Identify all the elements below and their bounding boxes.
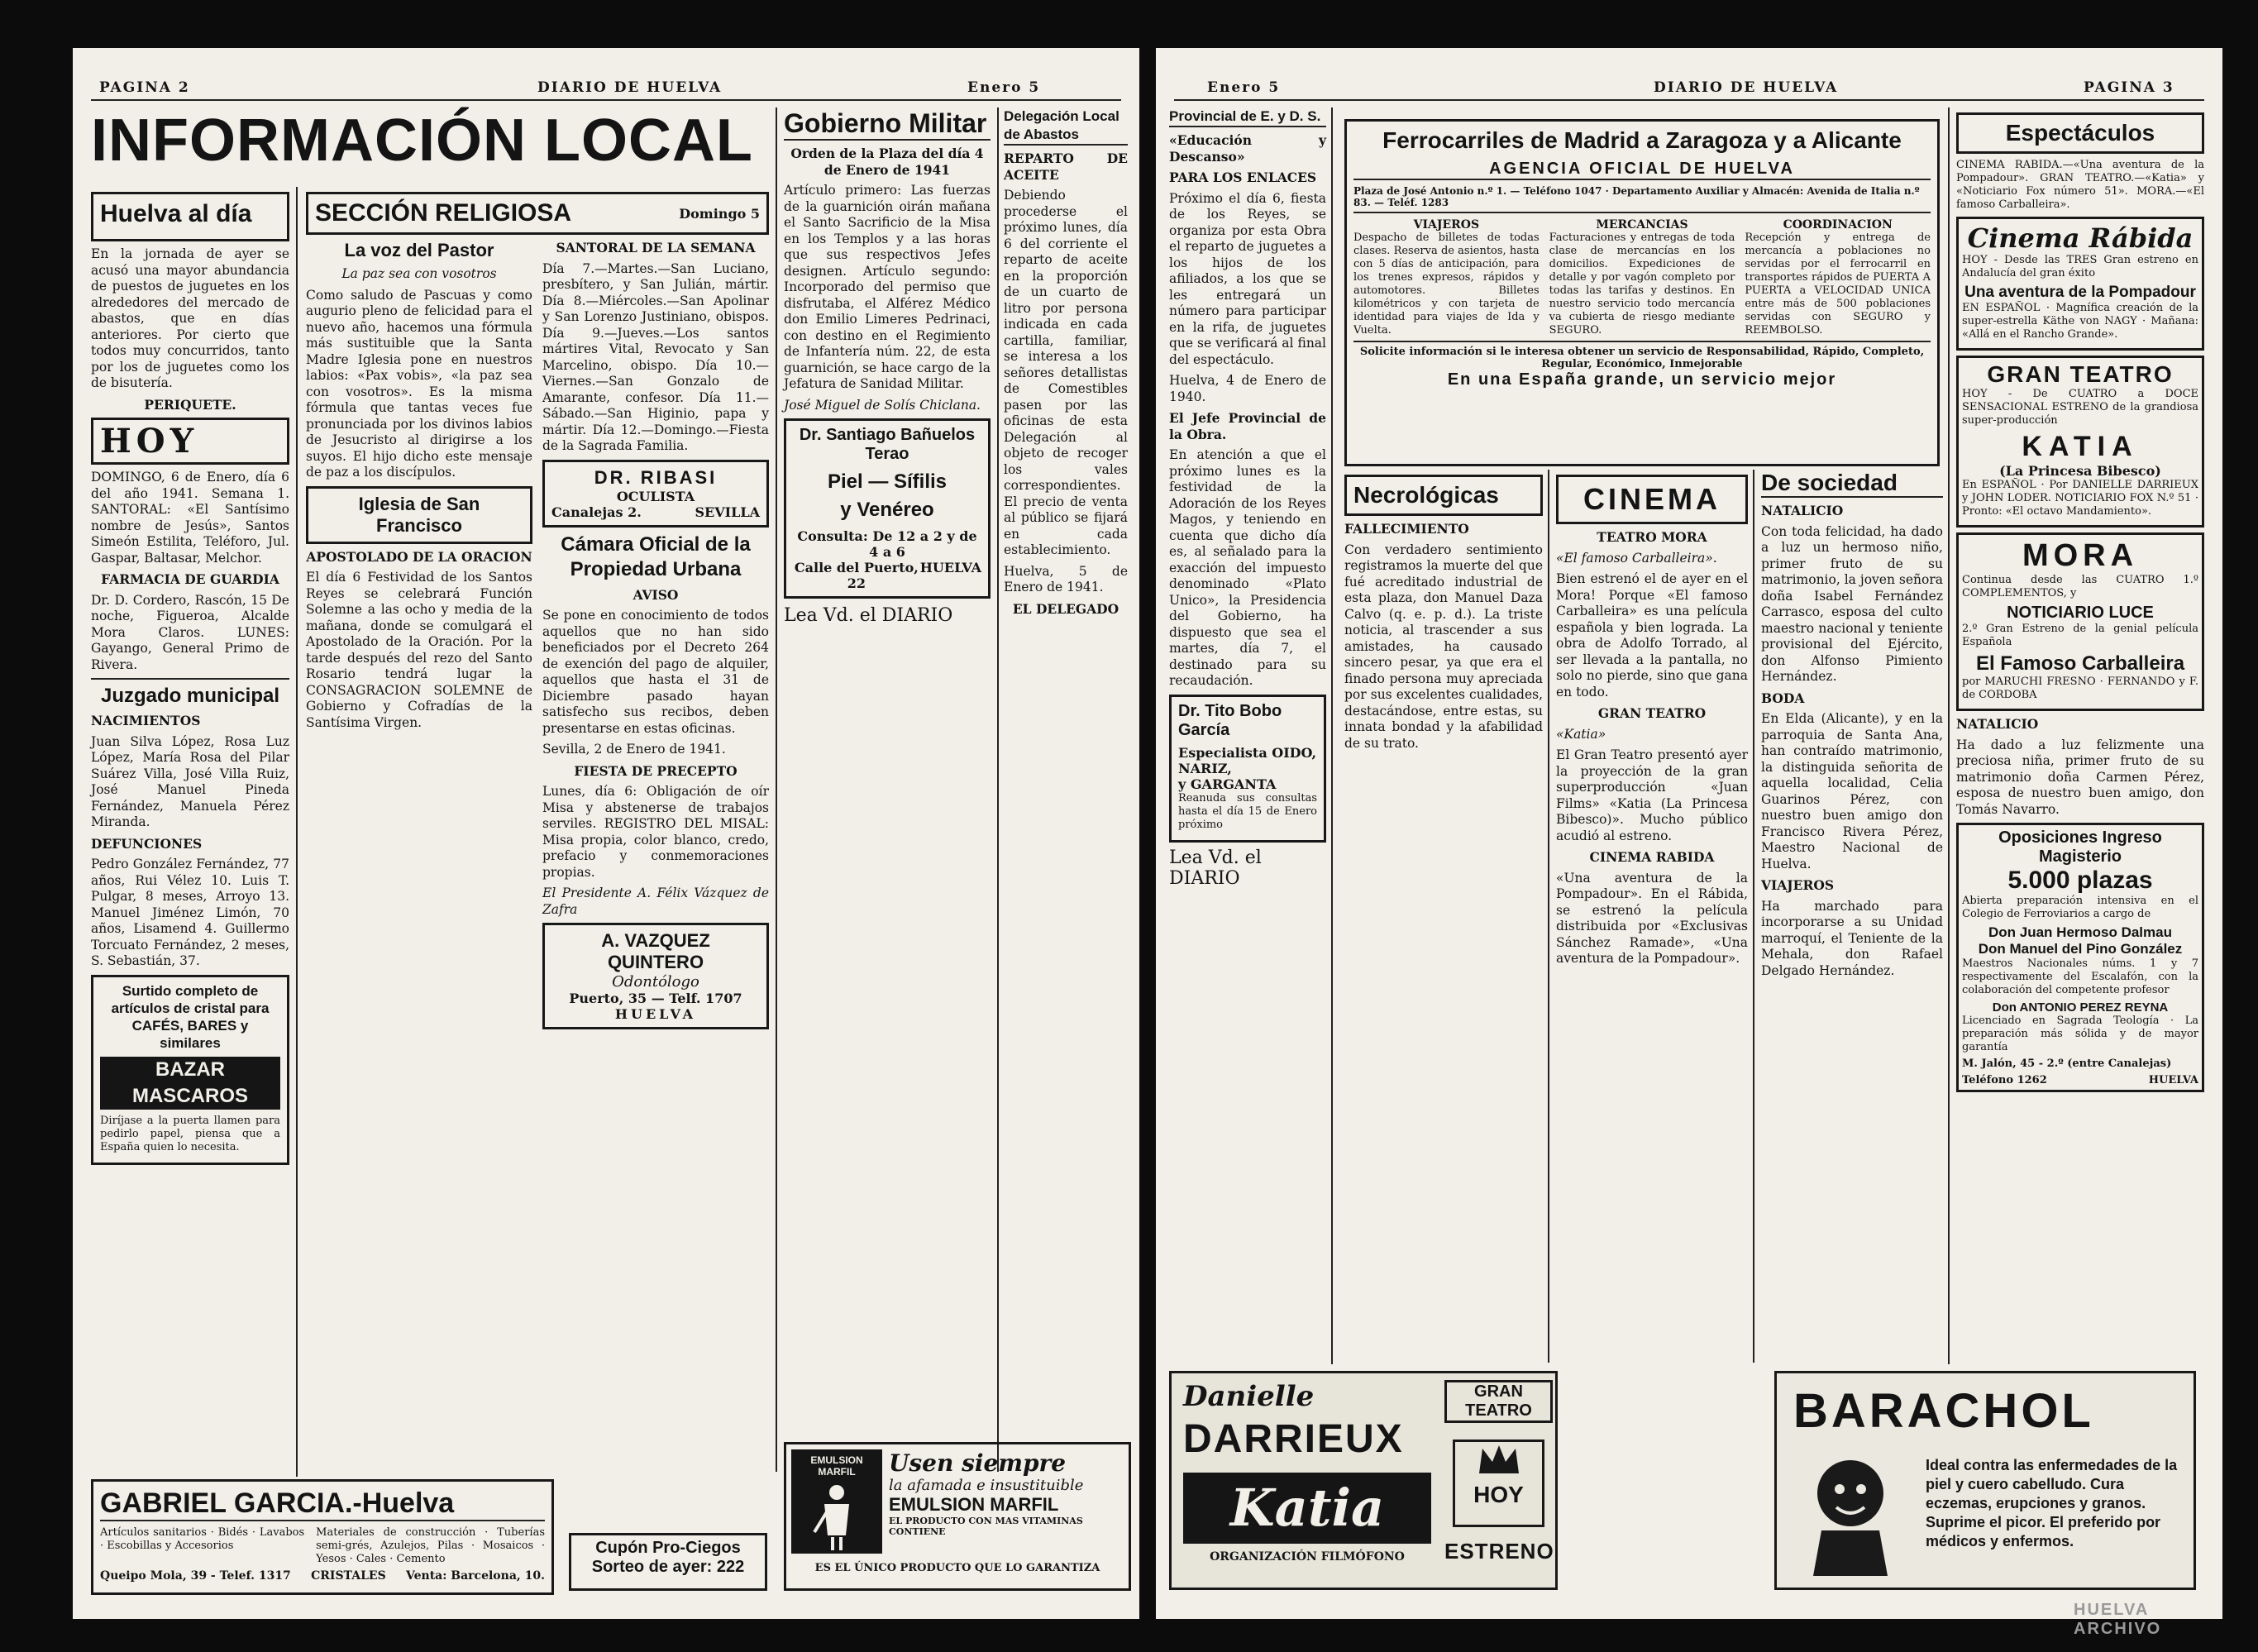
column-rule [1753, 470, 1754, 1363]
article-date: Huelva, 5 de Enero de 1941. [1004, 563, 1128, 594]
article-body: Pedro González Fernández, 77 años, Rui Vélez 10. Luis T. Pulgar, 8 meses, Arroyo 13. Manuel Jiménez Limón, 70 años, Lisamend 4. Guillermo Torcuato Fernández, 2 meses, S. Sebastián, 37. [91, 857, 289, 968]
archive-watermark: HUELVA ARCHIVO [2074, 1601, 2162, 1638]
ad-line: y Venéreo [840, 499, 934, 521]
crown-icon [1474, 1442, 1524, 1478]
ad-phone: Teléfono 1262 [1962, 1074, 2047, 1086]
hoy-box [91, 418, 289, 465]
read-diario-line: Lea Vd. el DIARIO [784, 605, 953, 626]
issue-date: Enero 5 [967, 79, 1041, 96]
article-title: Provincial de E. y D. S. [1169, 107, 1326, 127]
article-body: Ha dado a luz felizmente una preciosa niña, primer fruto de su matrimonio doña Carmen Pérez, esposa de nuestro buen amigo, don Tomás Navarro. [1956, 737, 2204, 817]
ad-address: Plaza de José Antonio n.º 1. — Teléfono 1047 · Departamento Auxiliar y Almacén: Avenida de Italia n.º 83. — Teléf. 1283 [1353, 185, 1931, 213]
column-rule [776, 107, 777, 1472]
ad-role: OCULISTA [616, 488, 695, 504]
ad-katia-banner [1169, 1371, 1558, 1590]
article-subtitle: APOSTOLADO DE LA ORACION [306, 548, 532, 565]
sociedad-column [1761, 470, 1943, 1363]
column-rule [1331, 107, 1333, 1364]
espectaculos-heading [1956, 112, 2204, 154]
article-subtitle: PARA LOS ENLACES [1169, 169, 1317, 185]
ad-role: Odontólogo [612, 973, 699, 991]
column-rule [1948, 107, 1950, 1364]
subheading: BODA [1761, 690, 1805, 706]
ad-subtitle: AGENCIA OFICIAL DE HUELVA [1353, 160, 1931, 180]
iglesia-heading [306, 486, 532, 544]
subheading: FALLECIMIENTO [1344, 521, 1469, 537]
article-title: Iglesia de San Francisco [358, 493, 480, 536]
article-body: Juan Silva López, Rosa Luz López, María Rosa del Pilar Suárez Villa, José Villa Ruiz, José Manuel Pineda Fernández, Manuela Pérez Miranda. [91, 733, 289, 829]
main-title: INFORMACIÓN LOCAL [91, 107, 753, 174]
ad-gran-teatro [1956, 356, 2204, 528]
ad-name: DR. RIBASI [594, 466, 718, 488]
article-subtitle: La paz sea con vosotros [341, 266, 497, 281]
article-body: Como saludo de Pascuas y como augurio pleno de felicidad para el nuevo año, hacemos una fórmula más sustituible que la Santa Madre Iglesia pone en nuestros labios: «Pax vobis», «la paz sea con vosotros». Es la misma fórmula que tantas veces fue pronunciada por los divinos labios de Jesucristo al dirigirse a los suyos. El hijo dicho este mensaje de paz a los discípulos. [306, 287, 532, 480]
actress-surname: DARRIEUX [1183, 1417, 1404, 1461]
article-date: Huelva, 4 de Enero de 1940. [1169, 373, 1326, 404]
column-rule [296, 187, 298, 1477]
ad-text: Surtido completo de artículos de cristal para CAFÉS, BARES y similares [111, 982, 270, 1051]
cinema-name: GRAN TEATRO [1987, 361, 2174, 387]
cinema-name: MORA [2022, 538, 2139, 573]
product-logo [791, 1449, 882, 1554]
article-body: Se pone en conocimiento de todos aquellos que no han sido beneficiados por el Decreto 264 de exención del pago de alquiler, aquellos que hasta el 31 de Diciembre pasado hayan satisfecho sus recibos, deben presentarse en estas oficinas. [542, 608, 769, 736]
ad-cinema-rabida [1956, 217, 2204, 351]
ad-slogan: En una España grande, un servicio mejor [1447, 370, 1837, 389]
ad-line: Especialista OIDO, NARIZ, [1178, 744, 1317, 776]
read-diario-line: Lea Vd. el DIARIO [1169, 847, 1262, 889]
religious-section-header [306, 192, 769, 235]
film-title: El Famoso Carballeira [1975, 652, 2185, 675]
signature: El Presidente A. Félix Vázquez de Zafra [542, 886, 769, 917]
newsreel-title: NOTICIARIO LUCE [2007, 604, 2154, 622]
ad-city: HUELVA [614, 1006, 697, 1022]
article-body: Debiendo procederse el próximo lunes, día 6 del corriente el reparto de aceite en la proporción de un cuarto de litro por persona indicada en cada cartilla, familiar, se interesa a los señores detallistas de Comestibles pasen por las oficinas de esta Delegación al objeto de recoger los vales correspondientes. El precio de venta al público se fijará en cada establecimiento. [1004, 188, 1128, 557]
column-1 [91, 187, 289, 1468]
ad-city: HUELVA [919, 560, 981, 575]
left-page-header [91, 79, 1121, 101]
ad-oposiciones [1956, 823, 2204, 1092]
ad-gabriel-garcia [91, 1479, 554, 1595]
ad-bazar-mascaros [91, 975, 289, 1165]
left-page [73, 48, 1139, 1619]
page-number: PAGINA 3 [2084, 79, 2174, 96]
ad-text: Diríjase a la puerta llamen para pedirlo papel, piensa que a España quien lo necesita. [100, 1114, 280, 1153]
ad-name: Dr. Santiago Bañuelos Terao [799, 426, 976, 463]
article-title: Delegación Local de Abastos [1004, 107, 1128, 146]
ad-teatro-mora [1956, 532, 2204, 711]
column-rule [997, 107, 999, 1472]
ad-dr-ribasi [542, 460, 769, 528]
distributor: ORGANIZACIÓN FILMÓFONO [1210, 1550, 1405, 1564]
section-title: SECCIÓN RELIGIOSA [315, 199, 572, 227]
ad-footer: Solicite información si le interesa obtener un servicio de Responsabilidad, Rápido, Completo, Regular, Económico, Inmejorable [1353, 341, 1931, 370]
ad-barachol [1774, 1371, 2196, 1590]
ad-column-title: VIAJEROS [1413, 218, 1480, 232]
ad-brand: CRISTALES [311, 1569, 386, 1583]
subheading: FIESTA DE PRECEPTO [574, 762, 738, 779]
ad-name: Dr. Tito Bobo García [1178, 701, 1282, 739]
necrologicas-heading [1344, 475, 1543, 516]
ad-text: Ideal contra las enfermedades de la piel y cuero cabelludo. Cura eczemas, erupciones y granos. Suprime el picor. El preferido por médicos y enfermos. [1926, 1457, 2178, 1549]
right-page-header [1174, 79, 2204, 101]
child-illustration-icon [1788, 1448, 1912, 1580]
article-body: Con toda felicidad, ha dado a luz un hermoso niño, primer fruto de su matrimonio, la joven señora doña Isabel Fernández Carrasco, esposa del culto maestro nacional y teniente provisional del Ejército, don Alfonso Pimiento Hernández. [1761, 523, 1943, 684]
cinema-text: 2.º Gran Estreno de la genial película Española [1962, 623, 2198, 648]
cinema-text: Continua desde las CUATRO 1.º COMPLEMENTOS, y [1962, 574, 2198, 599]
section-title: CINEMA [1583, 482, 1721, 516]
cinema-heading [1556, 475, 1748, 524]
article-subtitle: REPARTO DE ACEITE [1004, 150, 1128, 183]
subheading: VIAJEROS [1761, 877, 1835, 893]
subheading: DEFUNCIONES [91, 835, 203, 852]
ad-address: Calle del Puerto, 22 [794, 560, 919, 591]
ad-ferrocarriles [1344, 119, 1940, 466]
signature: EL DELEGADO [1012, 600, 1119, 617]
ad-address: Queipo Mola, 39 - Telef. 1317 [100, 1569, 291, 1583]
actress-name: Danielle [1183, 1380, 1315, 1413]
newspaper-name: DIARIO DE HUELVA [537, 79, 723, 96]
cinema-text: por MARUCHI FRESNO · FERNANDO y F. de CORDOBA [1962, 676, 2198, 701]
subheading: SANTORAL DE LA SEMANA [556, 240, 756, 255]
hoy-title: HOY [100, 422, 199, 461]
section-date: Domingo 5 [679, 205, 760, 222]
section-title: Necrológicas [1353, 482, 1499, 508]
article-title: Cámara Oficial de la Propiedad Urbana [561, 532, 751, 580]
ad-text: Licenciado en Sagrada Teología · La preparación más sólida y de mayor garantía [1962, 1015, 2198, 1053]
film-title: Una aventura de la Pompadour [1964, 284, 2196, 301]
ad-line: Piel — Sífilis [827, 470, 948, 493]
cinema-text: EN ESPAÑOL · Magnífica creación de la super-estrella Käthe von NAGY · Mañana: «Allá en el Rancho Grande». [1962, 302, 2198, 341]
article-body: En la jornada de ayer se acusó una mayor abundancia de puestos de juguetes en los alrededores del mercado de abastos, que en días anteriores. Por cierto que todos muy concurridos, tanto por los de juguetes como los de bisutería. [91, 246, 289, 390]
cinema-name: Cinema Rábida [1967, 222, 2194, 254]
ad-text: Materiales de construcción · Tuberías semi-grés, Azulejos, Pilas · Mosaicos · Yesos · Cales · Cemento [316, 1526, 545, 1565]
subheading: NATALICIO [1956, 716, 2039, 732]
article-subtitle: «Educación y Descanso» [1169, 132, 1326, 165]
ad-name: Don Manuel del Pino González [1978, 941, 2183, 957]
article-body: Día 7.—Martes.—San Luciano, presbítero, y San Julián, mártir. Día 8.—Miércoles.—San Apolinar y San Lorenzo Justiniano, obispos. Día 9.—Jueves.—Los santos mártires Vital, Revocato y San Marcelino, obispo. Día 10.—Viernes.—San Gonzalo de Amarante, confesor. Día 11.—Sábado.—San Higinio, papa y mártir. Día 12.—Domingo.—Fiesta de la Sagrada Familia. [542, 260, 769, 453]
ad-address: Canalejas 2. [551, 504, 642, 520]
film-subtitle: (La Princesa Bibesco) [1999, 463, 2161, 479]
ad-slogan: Usen siempre [889, 1449, 1067, 1477]
ad-column-text: Recepción y entrega de mercancía a poblaciones no servidas por el ferrocarril en transportes rápidos de PUERTA A PUERTA a VELOCIDAD UNICA entre más de 500 poblaciones servidas con SEGURO y REEMBOLSO. [1745, 232, 1931, 337]
cinema-text: HOY - Desde las TRES Gran estreno en Andalucía del gran éxito [1962, 254, 2198, 279]
article-body: CINEMA RABIDA.—«Una aventura de la Pompadour». GRAN TEATRO.—«Katia» y «Noticiario Fox número 51». MORA.—«El famoso Carballeira». [1956, 159, 2204, 211]
ad-name: GABRIEL GARCIA.-Huelva [100, 1487, 545, 1521]
cinema-column [1556, 470, 1748, 1363]
article-body: Lunes, día 6: Obligación de oír Misa y abstenerse de trabajos serviles. REGISTRO DEL MISAL: Misa propia, color blanco, credo, prefacio y conmemoraciones propias. [542, 784, 769, 880]
ad-column-title: MERCANCIAS [1596, 218, 1688, 232]
ad-title: Ferrocarriles de Madrid a Zaragoza y a Alicante [1382, 127, 1902, 153]
ad-line: Sorteo de ayer: 222 [591, 1558, 745, 1576]
ad-name: A. VAZQUEZ QUINTERO [601, 930, 710, 972]
column-4 [1004, 107, 1128, 1422]
film-title: Katia [1183, 1473, 1431, 1544]
article-body: DOMINGO, 6 de Enero, día 6 del año 1941. Semana 1. SANTORAL: «El Santísimo nombre de Jesús», Santos Simeón Estilita, Teléforo, Jul. Gaspar, Baltasar, Melchor. [91, 470, 289, 566]
article-body: En Elda (Alicante), y en la parroquia de Santa Ana, han contraído matrimonio, la distinguida señorita de aquella localidad, Celia Guarinos Pérez, con nuestro buen amigo don Francisco Rivera Pérez, Maestro Nacional de Huelva. [1761, 711, 1943, 871]
ad-text: Artículos sanitarios · Bidés · Lavabos · Escobillas y Accesorios [100, 1526, 305, 1552]
ad-title: Oposiciones Ingreso Magisterio [1998, 828, 2162, 866]
necrologicas-column [1344, 470, 1543, 1363]
ad-address: Puerto, 35 — Telf. 1707 [569, 991, 742, 1006]
ad-sales: Venta: Barcelona, 10. [406, 1569, 545, 1583]
ad-column-text: Despacho de billetes de todas clases. Reserva de asientos, hasta con 5 días de anticipación, para los trenes expresos, rápidos y automotores. Billetes kilométricos y con tarjeta de identidad para viajes de Ida y Vuelta. [1353, 232, 1540, 337]
article-subtitle: Orden de la Plaza del día 4 de Enero de 1941 [790, 146, 984, 178]
ad-column-text: Facturaciones y entregas de toda clase de mercancías en los domicilios. Expediciones de detalle y por vagón completo por todas las tarifas y destinos. En nuestro servicio todo mercancía va cubierta de riesgo mediante SEGURO. [1549, 232, 1735, 337]
pharmacy-heading: FARMACIA DE GUARDIA [101, 571, 279, 587]
signature: El Jefe Provincial de la Obra. [1169, 410, 1326, 442]
ad-emulsion-marfil [784, 1442, 1131, 1591]
ad-column-title: COORDINACION [1783, 218, 1893, 232]
ad-city: SEVILLA [695, 504, 760, 520]
cinema-text: HOY - De CUATRO a DOCE SENSACIONAL ESTRENO de la grandiosa super-producción [1962, 388, 2198, 427]
ad-text: Abierta preparación intensiva en el Colegio de Ferroviarios a cargo de [1962, 895, 2198, 920]
product-name: EMULSION MARFIL [810, 1454, 863, 1478]
newspaper-name: DIARIO DE HUELVA [1654, 79, 1839, 96]
ad-dr-terao [784, 418, 991, 599]
article-body: Próximo el día 6, fiesta de los Reyes, se organiza por esta Obra el reparto de juguetes a los hijos de los afiliados, a los que se les entregará un número para participar en la rifa, de juguetes que se verificará al final del espectáculo. [1169, 190, 1326, 367]
section-title: Juzgado municipal [91, 678, 289, 708]
today-label: HOY [1473, 1482, 1524, 1507]
page-number: PAGINA 2 [99, 79, 190, 96]
cinema-text: En ESPAÑOL · Por DANIELLE DARRIEUX y JOHN LODER. NOTICIARIO FOX N.º 51 · Pronto: «El octavo Mandamiento». [1962, 479, 2198, 518]
ad-text: Maestros Nacionales núms. 1 y 7 respectivamente del Escalafón, con la colaboración del competente profesor [1962, 957, 2198, 996]
ad-address: M. Jalón, 45 - 2.º (entre Canalejas) [1962, 1058, 2172, 1070]
section-title: Huelva al día [100, 200, 252, 227]
signature: José Miguel de Solís Chiclana. [784, 397, 981, 413]
ad-hours: Consulta: De 12 a 2 y de 4 a 6 [797, 528, 977, 560]
subheading: «Katia» [1556, 726, 1606, 742]
subheading: GRAN TEATRO [1597, 705, 1707, 721]
article-body: El Gran Teatro presentó ayer la proyección de la gran superproducción «Juan Films» «Katia (La Princesa Bibesco)». Mucho público acudió al estreno. [1556, 747, 1748, 843]
today-badge [1453, 1440, 1544, 1527]
ad-city: HUELVA [2148, 1074, 2198, 1086]
article-body: El día 6 Festividad de los Santos Reyes se celebrará Función Solemne a las ocho y media de la mañana, donde se comulgará el Apostolado de la Oración. Por la tarde después del rezo del Santo Rosario tendrá lugar la CONSAGRACION SOLEMNE de Gobierno y Cofradías de la Santísima Virgen. [306, 570, 532, 730]
article-body: Con verdadero sentimiento registramos la muerte del que fué acreditado industrial de esta plaza, don Manuel Daza Calvo (q. e. p. d.). La triste noticia, al trascender a sus amistades, ha causado sincero pesar, ya que era el finado persona muy apreciada por sus excelentes cualidades, destacándose, entre estas, su innata bondad y la afabilidad de su trato. [1344, 542, 1543, 751]
article-body: «Una aventura de la Pompadour». En el Rábida, se estrenó la película distribuida por «Exclusivas Sánchez Ramade», «Una aventura de la Pompadour». [1556, 870, 1748, 966]
article-subtitle: AVISO [633, 586, 679, 603]
article-body: Bien estrenó el de ayer en el Mora! Porque «El famoso Carballeira» es una película española y bien lograda. La obra de Adolfo Torrado, al ser llevada a la pantalla, no solo no pierde, sino que gana en todo. [1556, 571, 1748, 699]
ad-plazas: 5.000 plazas [2007, 867, 2153, 894]
subheading: TEATRO MORA [1597, 529, 1707, 545]
right-page [1156, 48, 2222, 1638]
huelva-al-dia-box [91, 192, 289, 241]
film-title: KATIA [2022, 431, 2139, 462]
section-title: De sociedad [1761, 470, 1943, 498]
ad-footer: ES EL ÚNICO PRODUCTO QUE LO GARANTIZA [814, 1562, 1100, 1574]
ad-line: Reanuda sus consultas hasta el día 15 de Enero próximo [1178, 791, 1317, 831]
ad-brand: EMULSION MARFIL [889, 1494, 1059, 1515]
venue-name: GRAN TEATRO [1465, 1382, 1532, 1420]
column-3 [784, 107, 991, 1422]
ad-dr-bobo [1169, 695, 1326, 843]
article-body: Dr. D. Cordero, Rascón, 15 De noche, Figueroa, Alcalde Mora Claros. LUNES: Gayango, General Primo de Rivera. [91, 592, 289, 672]
ad-line: y GARGANTA [1178, 776, 1277, 792]
article-title: Gobierno Militar [784, 107, 991, 141]
fisherman-icon [808, 1478, 866, 1552]
ad-cupon-pro-ciegos [569, 1533, 767, 1591]
venue-box [1444, 1380, 1553, 1423]
issue-date: Enero 5 [1207, 79, 1281, 96]
subheading: «El famoso Carballeira». [1556, 550, 1717, 566]
release-label: ESTRENO [1444, 1539, 1554, 1564]
ad-name: Don ANTONIO PEREZ REYNA [1992, 1000, 2169, 1015]
ad-line: Cupón Pro-Ciegos [595, 1539, 741, 1557]
subheading: NACIMIENTOS [91, 713, 201, 728]
column-1 [1169, 107, 1326, 1364]
article-body: Ha marchado para incorporarse a su Unidad marroquí, el Teniente de la Mehala, don Rafael Delgado Hernández. [1761, 898, 1943, 978]
column-2 [306, 187, 769, 1464]
signature: PERIQUETE. [144, 396, 236, 413]
article-date: Sevilla, 2 de Enero de 1941. [542, 742, 726, 757]
ad-text: EL PRODUCTO CON MAS VITAMINAS CONTIENE [889, 1516, 1083, 1537]
article-body: En atención a que el próximo lunes es la festividad de la Adoración de los Reyes Magos, y teniendo en cuenta que dicho día es, al señalado para la exacción del impuesto denominado «Plato Unico», la Presidencia del Gobierno, ha dispuesto que sea el martes, día 7, el destinado para su recaudación. [1169, 447, 1326, 688]
column-rule [1548, 470, 1549, 1363]
ad-slogan: la afamada e insustituible [889, 1477, 1084, 1494]
espectaculos-column [1956, 112, 2204, 1369]
ad-vazquez-quintero [542, 923, 769, 1029]
article-body: Artículo primero: Las fuerzas de la guarnición oirán mañana el Santo Sacrificio de la Misa en los Templos y a las horas que sus respectivos Jefes designen. Artículo segundo: Incorporado del permiso que disfrutaba, el Alférez Médico don Emilio Limeres Pedrinaci, con destino en el Regimiento de Infantería núm. 22, de esta guarnición, se hace cargo de la Jefatura de Sanidad Militar. [784, 183, 991, 391]
product-name: BARACHOL [1793, 1384, 2094, 1438]
article-title: La voz del Pastor [344, 240, 494, 260]
ad-name: Don Juan Hermoso Dalmau [1988, 924, 2172, 940]
subheading: CINEMA RABIDA [1589, 849, 1715, 865]
subheading: NATALICIO [1761, 503, 1844, 518]
section-title: Espectáculos [2005, 120, 2155, 146]
ad-brand: BAZAR MASCAROS [100, 1057, 280, 1110]
